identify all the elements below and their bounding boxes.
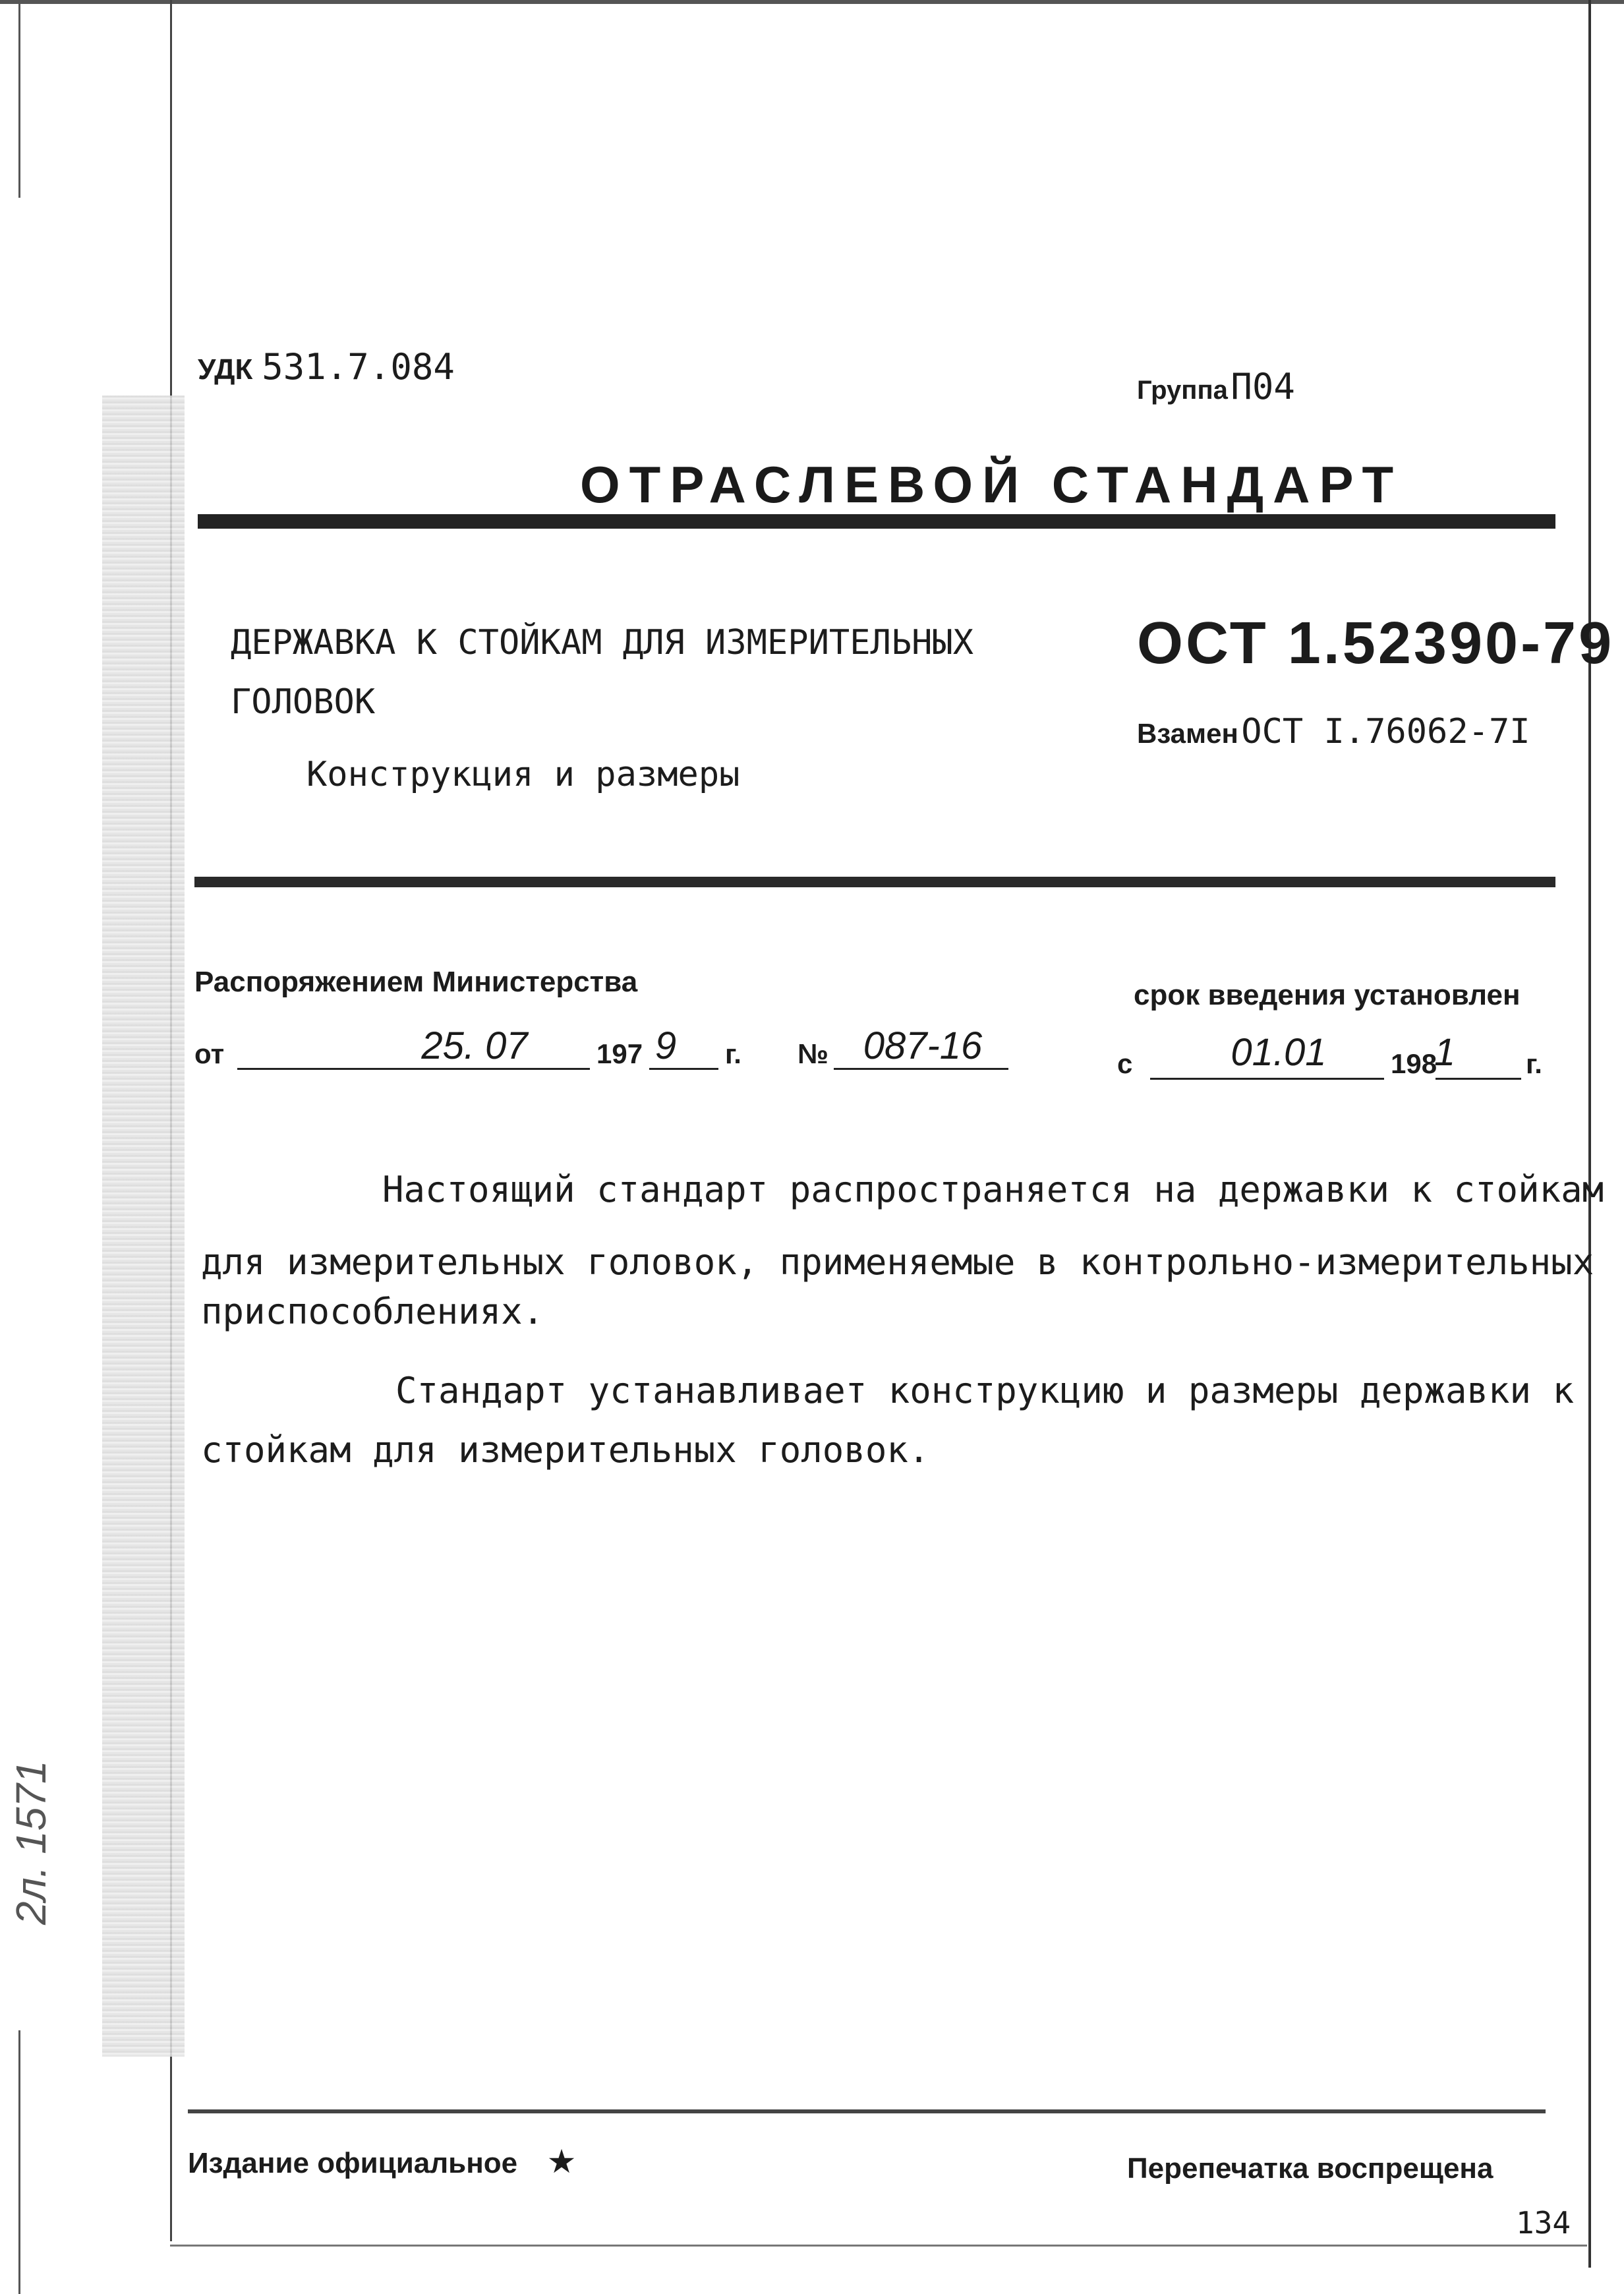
content-paragraph-line1: Стандарт устанавливает конструкцию и размеры державки к xyxy=(395,1370,1575,1411)
standard-name-line2: ГОЛОВОК xyxy=(231,682,376,722)
order-label: Распоряжением Министерства xyxy=(194,966,638,998)
page-frame-bottom xyxy=(170,2245,1587,2247)
order-date: 25. 07 xyxy=(421,1024,528,1067)
replaces-label: Взамен xyxy=(1137,718,1238,749)
order-date-field xyxy=(237,1068,590,1070)
page-top-edge xyxy=(0,0,1624,4)
order-number: 087-16 xyxy=(863,1024,983,1067)
udk-value: 531.7.084 xyxy=(262,346,455,388)
page-frame-right xyxy=(1588,0,1591,2268)
effective-year-field xyxy=(1436,1078,1521,1080)
order-number-field xyxy=(834,1068,1008,1070)
effective-date: 01.01 xyxy=(1231,1031,1327,1074)
designation-rule xyxy=(194,877,1555,887)
document-type-title: ОТРАСЛЕВОЙ СТАНДАРТ xyxy=(580,456,1403,514)
page-number: 134 xyxy=(1516,2205,1571,2241)
reprint-prohibited: Перепечатка воспрещена xyxy=(1127,2152,1494,2185)
group-line xyxy=(1137,366,1295,407)
scope-paragraph-line3: приспособлениях. xyxy=(201,1291,544,1332)
group-value: П04 xyxy=(1231,366,1295,407)
footer-rule xyxy=(188,2109,1546,2113)
margin-note: 2л. 1571 xyxy=(7,1760,55,1925)
effective-label: срок введения установлен xyxy=(1134,979,1521,1011)
effective-year-digit: 1 xyxy=(1434,1031,1456,1074)
replaces-line xyxy=(1137,712,1530,751)
order-year-prefix: 197 xyxy=(596,1038,643,1069)
standard-name-line1: ДЕРЖАВКА К СТОЙКАМ ДЛЯ ИЗМЕРИТЕЛЬНЫХ xyxy=(231,623,974,662)
title-rule xyxy=(198,514,1555,529)
effective-date-field xyxy=(1150,1078,1384,1080)
star-icon: ★ xyxy=(546,2143,577,2180)
order-year-suffix: г. xyxy=(725,1038,741,1069)
from-label: от xyxy=(194,1038,225,1069)
standard-code: ОСТ 1.52390-79 xyxy=(1137,610,1615,676)
official-edition: Издание официальное xyxy=(188,2147,518,2179)
binding-strip xyxy=(102,396,185,2057)
scope-paragraph-line1: Настоящий стандарт распространяется на державки к стойкам xyxy=(382,1169,1604,1210)
effective-year-prefix: 198 xyxy=(1391,1048,1437,1079)
group-label: Группа xyxy=(1137,376,1228,405)
since-label: с xyxy=(1117,1048,1133,1079)
order-year-field xyxy=(649,1068,718,1070)
effective-year-suffix: г. xyxy=(1526,1048,1542,1079)
udk-label: УДК xyxy=(198,353,253,386)
order-year-digit: 9 xyxy=(654,1024,677,1067)
standard-subtitle: Конструкция и размеры xyxy=(306,755,740,794)
scan-edge-line xyxy=(18,0,20,198)
udk-line xyxy=(198,346,455,388)
scan-edge-line xyxy=(18,2030,20,2294)
official-edition-line xyxy=(188,2142,576,2181)
replaces-value: ОСТ I.76062-7I xyxy=(1241,712,1530,751)
order-number-label: № xyxy=(798,1038,828,1069)
content-paragraph-line2: стойкам для измерительных головок. xyxy=(201,1429,930,1471)
scope-paragraph-line2: для измерительных головок, применяемые в контрольно-измерительных xyxy=(201,1241,1594,1283)
